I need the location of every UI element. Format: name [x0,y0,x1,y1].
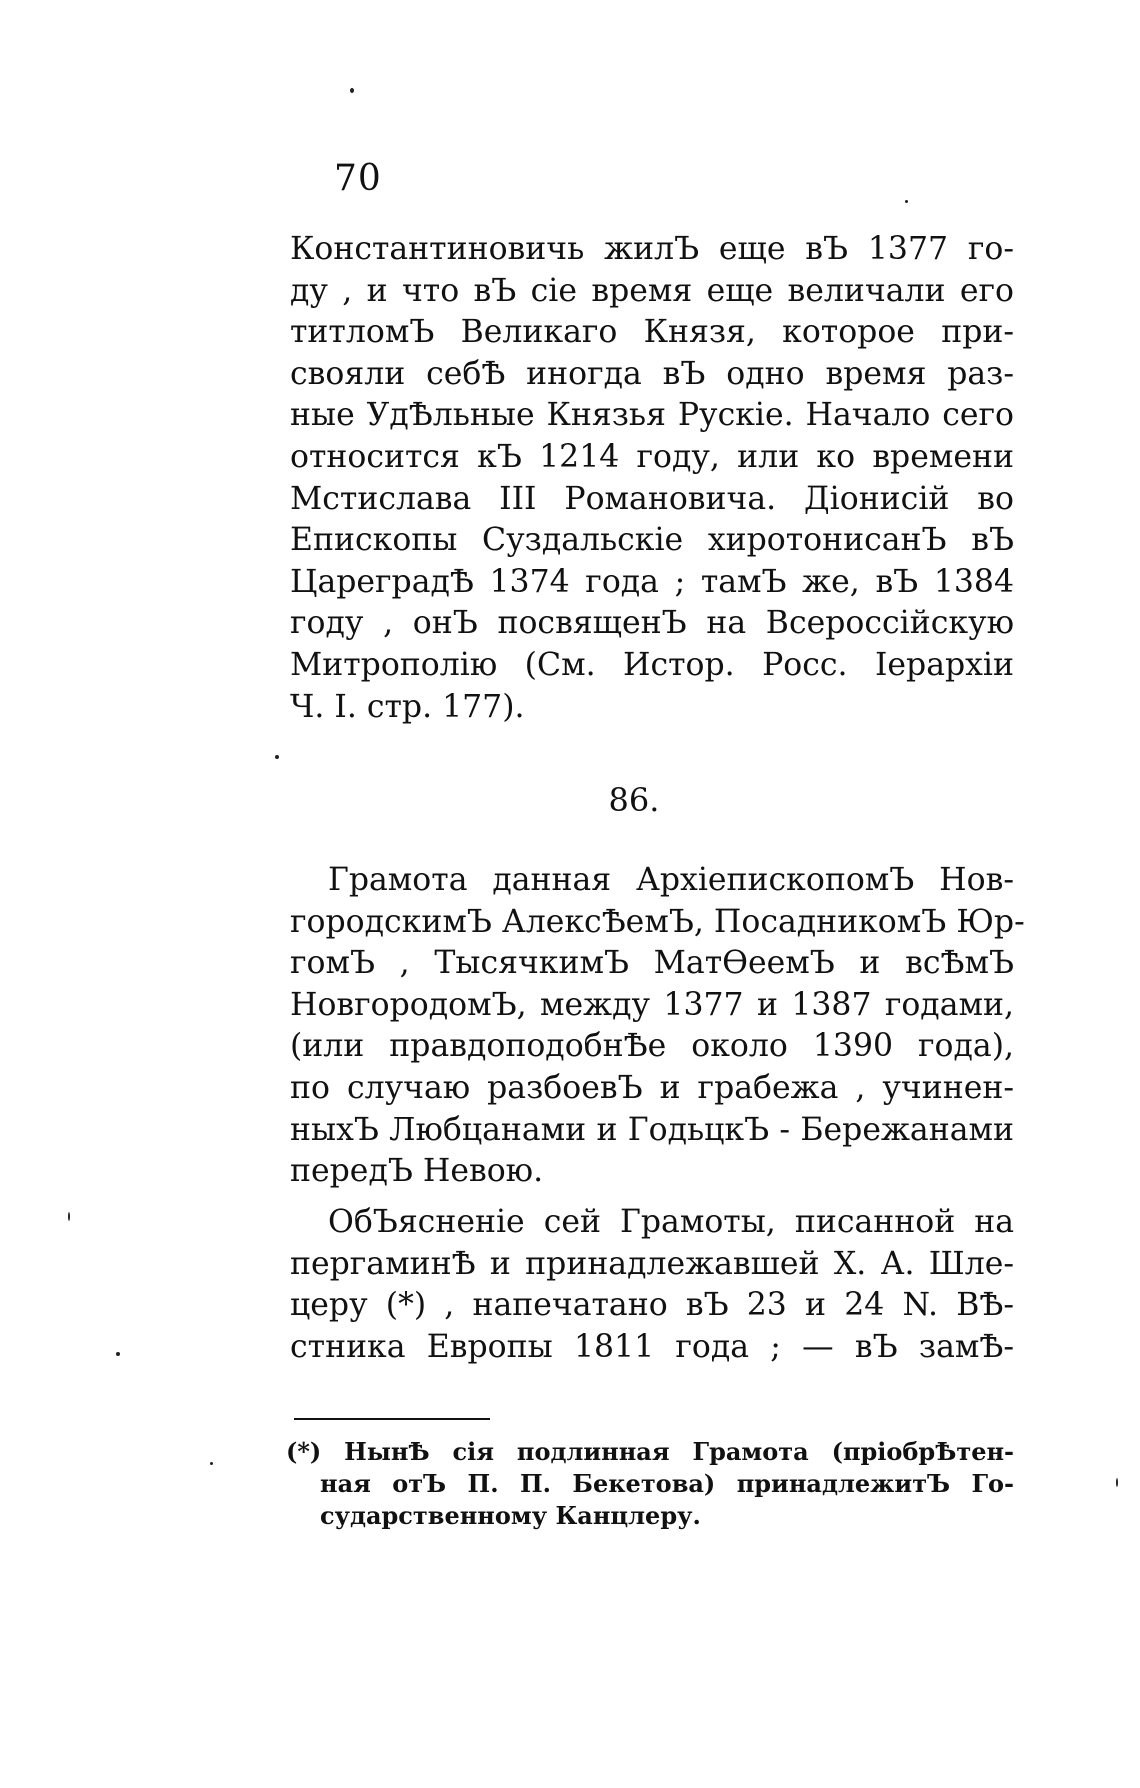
section-heading-paragraph [290,860,1025,1193]
footnote-line: ная отЪ П. П. Бекетова) принадлежитЪ Го- [320,1469,1014,1498]
text-line: Епископы Суздальскіе хиротонисанЪ вЪ [290,522,1014,559]
section-number: 86. [608,781,660,819]
text-line: (или правдоподобнѢе около 1390 года), [290,1028,1014,1065]
footnote-divider [294,1418,490,1420]
scan-speck [68,1212,70,1221]
text-line: гомЪ , ТысячкимЪ МатѲеемЪ и всѢмЪ [290,945,1014,982]
footnote-line: сударственному Канцлеру. [320,1501,701,1530]
text-line: передЪ Невою. [290,1153,544,1190]
page-number: 70 [334,158,382,199]
scan-speck [905,200,908,203]
text-line: ные УдѢльные Князья Рускіе. Начало сего [290,397,1014,434]
scan-speck [275,755,279,759]
text-line: свояли себѢ иногда вЪ одно время раз- [290,355,1014,392]
text-line: пергаминѢ и принадлежавшей Х. А. Шле- [290,1245,1014,1282]
scan-speck [210,1462,213,1465]
text-line: по случаю разбоевЪ и грабежа , учинен- [290,1069,1014,1106]
text-line: городскимЪ АлексѢемЪ, ПосадникомЪ Юр- [290,903,1025,940]
text-line: году , онЪ посвященЪ на Всероссійскую [290,605,1014,642]
text-line: ду , и что вЪ сіе время еще величали его [290,272,1014,309]
text-line: ныхЪ Любцанами и ГодьцкЪ - Бережанами [290,1111,1014,1148]
text-line: церу (*) , напечатано вЪ 23 и 24 N. ВѢ- [290,1287,1014,1324]
text-line: Ч. I. стр. 177). [290,688,525,725]
scan-speck [1116,1478,1118,1487]
footnote-line: (*) НынѢ сія подлинная Грамота (пріобрѢтен- [286,1437,1014,1466]
text-line: ОбЪясненіе сей Грамоты, писанной на [328,1204,1014,1240]
paragraph-continued [290,229,1014,728]
scan-speck [116,1352,120,1356]
text-line: ЦареградѢ 1374 года ; тамЪ же, вЪ 1384 [290,563,1014,600]
text-line: стника Европы 1811 года ; — вЪ замѢ- [290,1328,1014,1365]
text-line: Митрополію (См. Истор. Росс. Іерархіи [290,646,1014,683]
text-line: Грамота данная АрхіепископомЪ Нов- [328,862,1014,898]
text-line: титломЪ Великаго Князя, которое при- [290,314,1014,351]
text-line: Мстислава III Романовича. Діонисій во [290,480,1014,517]
paragraph-explanation [290,1202,1014,1368]
text-line: Константиновичь жилЪ еще вЪ 1377 го- [290,231,1014,267]
footnote [286,1436,1014,1532]
scan-speck [350,88,354,93]
text-line: НовгородомЪ, между 1377 и 1387 годами, [290,986,1014,1023]
text-line: относится кЪ 1214 году, или ко времени [290,438,1014,475]
